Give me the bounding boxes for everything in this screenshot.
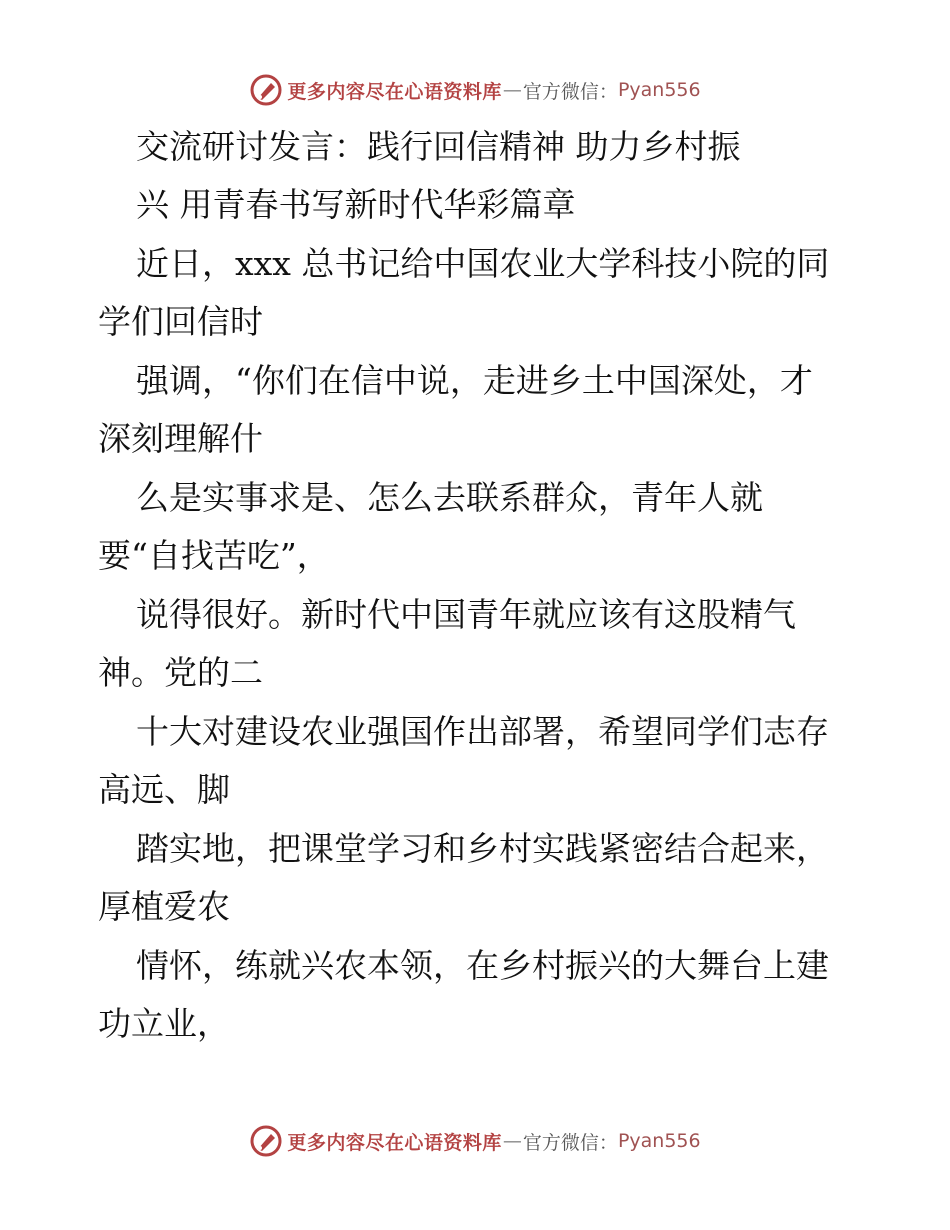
- paragraph-line: 踏实地，把课堂学习和乡村实践紧密结合起来，: [136, 829, 829, 868]
- watermark-main-text: 更多内容尽在心语资料库: [287, 1131, 502, 1154]
- title-line-2: 兴 用青春书写新时代华彩篇章: [136, 185, 576, 224]
- paragraph-line: 近日，xxx 总书记给中国农业大学科技小院的同: [136, 244, 830, 283]
- paragraph-line: 学们回信时: [98, 302, 263, 341]
- paragraph-line: 深刻理解什: [98, 419, 263, 458]
- paragraph-line: 功立业，: [98, 1004, 230, 1043]
- watermark-dash: —: [502, 1130, 522, 1152]
- paragraph-line: 厚植爱农: [98, 887, 230, 926]
- paragraph-line: 强调，“你们在信中说，走进乡土中国深处，才: [136, 361, 813, 400]
- header-watermark-banner: [0, 72, 950, 108]
- title-line-1: 交流研讨发言：践行回信精神 助力乡村振: [136, 127, 741, 166]
- pen-nib-logo-icon: [249, 1124, 283, 1158]
- paragraph-line: 么是实事求是、怎么去联系群众，青年人就: [136, 478, 763, 517]
- watermark-wechat-id: Pyan556: [617, 1130, 701, 1152]
- paragraph-line: 高远、脚: [98, 770, 230, 809]
- watermark-dash: —: [502, 79, 522, 101]
- paragraph-line: 说得很好。新时代中国青年就应该有这股精气: [136, 595, 796, 634]
- watermark-sub-text: 官方微信：: [522, 80, 618, 103]
- paragraph-line: 神。党的二: [98, 653, 263, 692]
- paragraph-line: 十大对建设农业强国作出部署，希望同学们志存: [136, 712, 829, 751]
- paragraph-line: 情怀，练就兴农本领，在乡村振兴的大舞台上建: [136, 946, 829, 985]
- watermark-sub-text: 官方微信：: [522, 1131, 618, 1154]
- watermark-main-text: 更多内容尽在心语资料库: [287, 80, 502, 103]
- paragraph-line: 要“自找苦吃”，: [98, 536, 330, 575]
- footer-watermark-banner: [0, 1123, 950, 1159]
- watermark-wechat-id: Pyan556: [617, 79, 701, 101]
- pen-nib-logo-icon: [249, 73, 283, 107]
